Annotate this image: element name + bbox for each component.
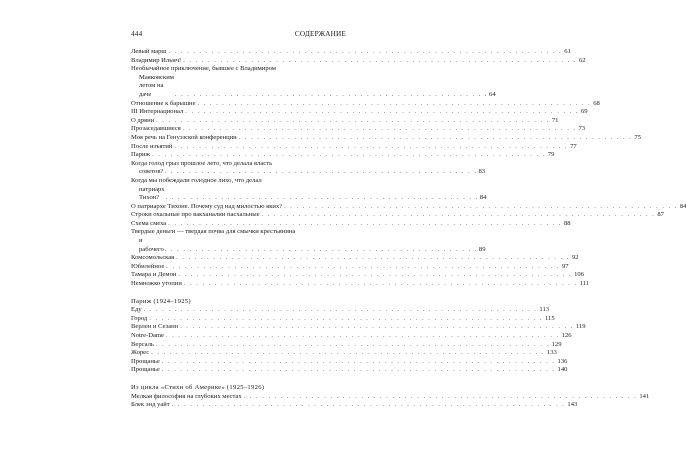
page-number: 444 xyxy=(131,30,143,38)
toc-entry-title: Мелкая философия на глубоких местах xyxy=(131,392,242,400)
leader-dots xyxy=(180,323,574,332)
toc-entry xyxy=(131,340,562,350)
running-title: СОДЕРЖАНИЕ xyxy=(294,30,346,38)
toc-entry-title-cont: Маяковским летом на даче xyxy=(139,73,174,98)
toc-entry-title: Париж xyxy=(131,151,151,159)
toc-entry xyxy=(131,48,571,57)
leader-dots: . . . . . . . . . . . . . . . . . . . . . . . . . . . . . . . . . . . . . . . . . . . . . . . . . . . xyxy=(164,169,478,176)
toc-entry-title: Левый марш xyxy=(131,48,167,55)
toc-entry-title: Прозаседавшиеся xyxy=(131,125,181,133)
toc-entry xyxy=(131,262,569,272)
leader-dots xyxy=(152,151,546,160)
toc-entry xyxy=(131,228,486,254)
toc-entry-title-cont: и рабочего xyxy=(139,237,164,253)
toc-entry-page: 61 xyxy=(564,48,571,55)
leader-dots xyxy=(144,306,538,315)
leader-dots: . . . . . . . . . . . . . . . . . . . . . . . . . . . . . . . . . . . . . . . . . . . . . . . . . . . xyxy=(174,91,489,98)
toc-entry-page: 113 xyxy=(539,306,550,314)
toc-entry xyxy=(131,366,568,375)
toc-entry-page: 71 xyxy=(551,116,559,124)
leader-dots xyxy=(162,358,556,367)
leader-dots xyxy=(156,341,550,350)
toc-entry-page: 84 xyxy=(679,202,686,210)
toc-entry-page: 75 xyxy=(634,133,641,141)
toc-entry-page: 87 xyxy=(657,211,664,219)
section-heading: Из цикла «Стихи об Америке» (1925–1926) xyxy=(131,383,265,391)
toc-entry-title: Владимир Ильич! xyxy=(131,56,182,64)
toc-entry-page: 129 xyxy=(551,340,562,348)
toc-entry-title: Верлен и Сезанн xyxy=(131,323,179,331)
leader-dots xyxy=(156,117,550,126)
leader-dots xyxy=(183,57,577,66)
leader-dots xyxy=(149,315,543,324)
toc-entry xyxy=(131,202,686,212)
toc-entry xyxy=(131,65,496,99)
leader-dots xyxy=(166,332,560,341)
running-header xyxy=(131,30,346,38)
toc-entry-page: 73 xyxy=(578,125,586,133)
toc-entry xyxy=(131,142,577,152)
leader-dots xyxy=(184,280,578,289)
toc-entry xyxy=(131,332,572,341)
toc-entry-title-cont: патриарх Тихон? xyxy=(139,185,165,202)
toc-entry-page: 89 xyxy=(478,245,486,253)
toc-entry-page: 77 xyxy=(570,142,577,150)
toc-entry xyxy=(131,99,600,109)
toc-entry xyxy=(131,323,586,332)
toc-entry-page: 115 xyxy=(545,314,555,322)
toc-entry-page: 64 xyxy=(489,90,496,98)
leader-dots xyxy=(151,349,545,358)
toc-entry xyxy=(131,116,559,126)
section-heading: Париж (1924–1925) xyxy=(131,297,191,305)
toc-entry-title: Блек энд уайт xyxy=(131,401,170,409)
leader-dots: . . . . . . . . . . . . . . . . . . . . . . . . . . . . . . . . . . . . . . . . . . . . . . . . . . . xyxy=(165,195,479,202)
leader-dots xyxy=(172,401,566,410)
toc-entry-page: 133 xyxy=(546,349,557,357)
leader-dots xyxy=(166,263,560,272)
toc-entry-title: Моя речь на Генуэзской конференции xyxy=(131,133,237,141)
toc-entry-page: 136 xyxy=(557,357,568,365)
toc-entry xyxy=(131,56,586,66)
toc-entry-title: Город xyxy=(131,314,148,322)
toc-entry-title: Отношение к барышне xyxy=(131,99,196,107)
toc-entry-page: 69 xyxy=(580,108,588,116)
toc-entry-title: Необычайное приключение, бывшее с Владимиром xyxy=(131,65,276,73)
toc-entry-title: III Интернационал xyxy=(131,108,184,116)
toc-entry xyxy=(131,108,588,117)
toc-entry-title: Версаль xyxy=(131,340,154,348)
leader-dots xyxy=(244,393,638,402)
toc-entry-page: 140 xyxy=(557,366,568,374)
toc-entry xyxy=(131,254,579,263)
toc-entry-page: 106 xyxy=(574,271,584,279)
toc-entry-title: Когда мы побеждали голодное лихо, что делал xyxy=(131,176,262,184)
leader-dots xyxy=(168,220,562,229)
toc-entry-page: 141 xyxy=(639,392,650,400)
toc-entry xyxy=(131,392,650,402)
leader-dots xyxy=(185,108,579,117)
toc-entry xyxy=(131,133,641,143)
toc-entry-page: 111 xyxy=(579,280,589,288)
leader-dots xyxy=(169,48,563,57)
toc-entry-title: Комсомольская xyxy=(131,254,175,262)
toc-entry xyxy=(131,401,578,410)
toc-entry-title: О патриархе Тихоне. Почему суд над милостью яких? xyxy=(131,202,283,210)
toc-entry-page: 83 xyxy=(478,168,486,176)
toc-entry xyxy=(131,271,584,280)
toc-entry-title: Немножко утопии xyxy=(131,280,182,288)
toc-entry-title: Notre-Dame xyxy=(131,332,164,339)
leader-dots xyxy=(176,254,570,263)
toc-entry-title: Тамара и Демон xyxy=(131,271,177,279)
table-of-contents xyxy=(131,48,686,410)
toc-entry xyxy=(131,280,589,289)
toc-entry-page: 62 xyxy=(578,56,586,64)
toc-entry xyxy=(131,125,586,134)
toc-entry-page: 126 xyxy=(561,332,572,339)
toc-entry-page: 68 xyxy=(593,99,600,107)
toc-entry-title: Твердые деньги — твердая почва для смычки крестьянина xyxy=(131,228,296,236)
toc-entry xyxy=(131,314,555,324)
toc-entry-title: Жорес xyxy=(131,349,150,357)
leader-dots xyxy=(162,366,556,375)
toc-entry-title: Прощанье xyxy=(131,357,160,365)
toc-entry-title: Строки охальные про вакханалии пасхальные xyxy=(131,211,260,219)
toc-entry-title: Схема смеха xyxy=(131,219,167,227)
toc-entry xyxy=(131,176,487,203)
toc-entry-page: 84 xyxy=(479,194,487,202)
toc-entry-page: 97 xyxy=(561,262,569,270)
toc-entry-page: 79 xyxy=(547,151,555,159)
leader-dots xyxy=(174,143,568,152)
toc-entry-title-cont: советов? xyxy=(139,168,164,176)
toc-entry-page: 143 xyxy=(567,401,578,409)
toc-entry xyxy=(131,159,486,177)
toc-entry xyxy=(131,357,568,367)
leader-dots: . . . . . . . . . . . . . . . . . . . . . . . . . . . . . . . . . . . . . . . . . . . . . . . . . . . xyxy=(164,246,478,253)
toc-entry-title: После изъятий xyxy=(131,142,173,150)
toc-entry xyxy=(131,349,557,358)
toc-entry-title: Еду xyxy=(131,306,142,314)
leader-dots xyxy=(262,211,656,220)
toc-entry-title: О дряни xyxy=(131,116,155,124)
toc-entry-page: 92 xyxy=(571,254,579,262)
toc-entry xyxy=(131,306,550,315)
toc-entry-title: Юбилейное xyxy=(131,262,165,270)
leader-dots xyxy=(183,125,577,134)
toc-entry-page: 88 xyxy=(563,219,571,227)
leader-dots xyxy=(178,271,572,280)
toc-entry xyxy=(131,219,571,229)
toc-entry xyxy=(131,151,555,160)
toc-entry-title: Прощанье xyxy=(131,366,160,374)
toc-entry-title: Когда голод грыз прошлое лето, что делала власть xyxy=(131,159,273,167)
leader-dots xyxy=(284,203,678,212)
leader-dots xyxy=(198,100,592,109)
toc-entry xyxy=(131,211,664,220)
toc-entry-page: 119 xyxy=(575,323,586,331)
leader-dots xyxy=(239,134,633,143)
